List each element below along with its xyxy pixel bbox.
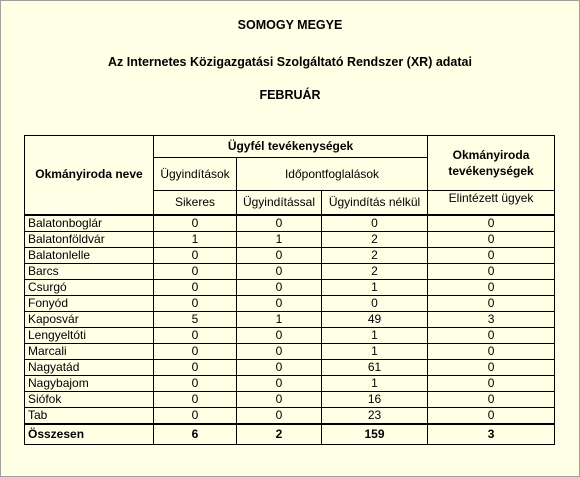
value-cell-with: 0	[237, 407, 322, 424]
sub-initiations: Ügyindítások	[154, 158, 237, 191]
value-cell-sikeres: 0	[154, 391, 237, 407]
value-cell-done: 0	[428, 231, 555, 247]
value-cell-done: 0	[428, 263, 555, 279]
value-cell-without: 49	[322, 311, 428, 327]
value-cell-without: 2	[322, 231, 428, 247]
value-cell-done: 0	[428, 407, 555, 424]
office-name-cell: Siófok	[25, 391, 154, 407]
office-name-cell: Kaposvár	[25, 311, 154, 327]
value-cell-without: 16	[322, 391, 428, 407]
value-cell-without: 0	[322, 215, 428, 232]
office-name-cell: Barcs	[25, 263, 154, 279]
value-cell-without: 1	[322, 327, 428, 343]
office-name-cell: Nagybajom	[25, 375, 154, 391]
office-name-cell: Marcali	[25, 343, 154, 359]
value-cell-without: 1	[322, 375, 428, 391]
value-cell-done: 3	[428, 311, 555, 327]
value-cell-sikeres: 0	[154, 407, 237, 424]
value-cell-with: 0	[237, 247, 322, 263]
table-row	[25, 231, 555, 247]
value-cell-done: 0	[428, 375, 555, 391]
value-cell-without: 2	[322, 263, 428, 279]
office-name-cell: Fonyód	[25, 295, 154, 311]
col-office-name: Okmányiroda neve	[25, 136, 154, 215]
value-cell-with: 1	[237, 311, 322, 327]
value-cell-sikeres: 0	[154, 343, 237, 359]
group-office-activities: Okmányiroda tevékenységek	[428, 136, 555, 191]
value-cell-without: 1	[322, 279, 428, 295]
value-cell-sikeres: 0	[154, 359, 237, 375]
statistics-table	[24, 135, 555, 445]
value-cell-done: 0	[428, 247, 555, 263]
total-cell-without: 159	[322, 424, 428, 445]
value-cell-done: 0	[428, 295, 555, 311]
value-cell-sikeres: 0	[154, 327, 237, 343]
table-row	[25, 247, 555, 263]
report-subtitle: Az Internetes Közigazgatási Szolgáltató Rendszer (XR) adatai	[108, 55, 472, 69]
county-title: SOMOGY MEGYE	[237, 18, 343, 32]
value-cell-sikeres: 0	[154, 375, 237, 391]
value-cell-with: 0	[237, 327, 322, 343]
value-cell-done: 0	[428, 279, 555, 295]
group-client-activities: Ügyfél tevékenységek	[154, 136, 428, 158]
value-cell-with: 0	[237, 263, 322, 279]
office-name-cell: Balatonboglár	[25, 215, 154, 232]
office-name-cell: Tab	[25, 407, 154, 424]
value-cell-without: 61	[322, 359, 428, 375]
table-row	[25, 327, 555, 343]
table-row	[25, 311, 555, 327]
value-cell-done: 0	[428, 327, 555, 343]
value-cell-with: 0	[237, 391, 322, 407]
total-cell-with: 2	[237, 424, 322, 445]
value-cell-done: 0	[428, 391, 555, 407]
total-cell-done: 3	[428, 424, 555, 445]
value-cell-with: 0	[237, 375, 322, 391]
value-cell-sikeres: 5	[154, 311, 237, 327]
value-cell-without: 2	[322, 247, 428, 263]
value-cell-sikeres: 0	[154, 279, 237, 295]
value-cell-with: 0	[237, 343, 322, 359]
value-cell-done: 0	[428, 343, 555, 359]
office-name-cell: Balatonföldvár	[25, 231, 154, 247]
value-cell-sikeres: 0	[154, 263, 237, 279]
table-row	[25, 263, 555, 279]
total-cell-sikeres: 6	[154, 424, 237, 445]
value-cell-with: 1	[237, 231, 322, 247]
office-name-cell: Lengyeltóti	[25, 327, 154, 343]
table-row	[25, 215, 555, 232]
value-cell-without: 0	[322, 295, 428, 311]
sub-without-initiation: Ügyindítás nélkül	[322, 191, 428, 215]
month-title: FEBRUÁR	[259, 88, 321, 102]
total-row	[25, 424, 555, 445]
sub-completed: Elintézett ügyek	[428, 191, 555, 215]
table-row	[25, 295, 555, 311]
sub-successful: Sikeres	[154, 191, 237, 215]
value-cell-sikeres: 0	[154, 247, 237, 263]
table-row	[25, 391, 555, 407]
value-cell-with: 0	[237, 279, 322, 295]
value-cell-without: 23	[322, 407, 428, 424]
office-name-cell: Nagyatád	[25, 359, 154, 375]
value-cell-done: 0	[428, 359, 555, 375]
office-name-cell: Balatonlelle	[25, 247, 154, 263]
sub-appointments: Időpontfoglalások	[237, 158, 428, 191]
value-cell-with: 0	[237, 215, 322, 232]
value-cell-sikeres: 0	[154, 295, 237, 311]
table-row	[25, 375, 555, 391]
value-cell-with: 0	[237, 359, 322, 375]
table-row	[25, 343, 555, 359]
table-row	[25, 407, 555, 424]
value-cell-without: 1	[322, 343, 428, 359]
table-row	[25, 359, 555, 375]
value-cell-sikeres: 0	[154, 215, 237, 232]
value-cell-sikeres: 1	[154, 231, 237, 247]
total-label: Összesen	[25, 424, 154, 445]
value-cell-done: 0	[428, 215, 555, 232]
value-cell-with: 0	[237, 295, 322, 311]
table-row	[25, 279, 555, 295]
office-name-cell: Csurgó	[25, 279, 154, 295]
sub-with-initiation: Ügyindítással	[237, 191, 322, 215]
